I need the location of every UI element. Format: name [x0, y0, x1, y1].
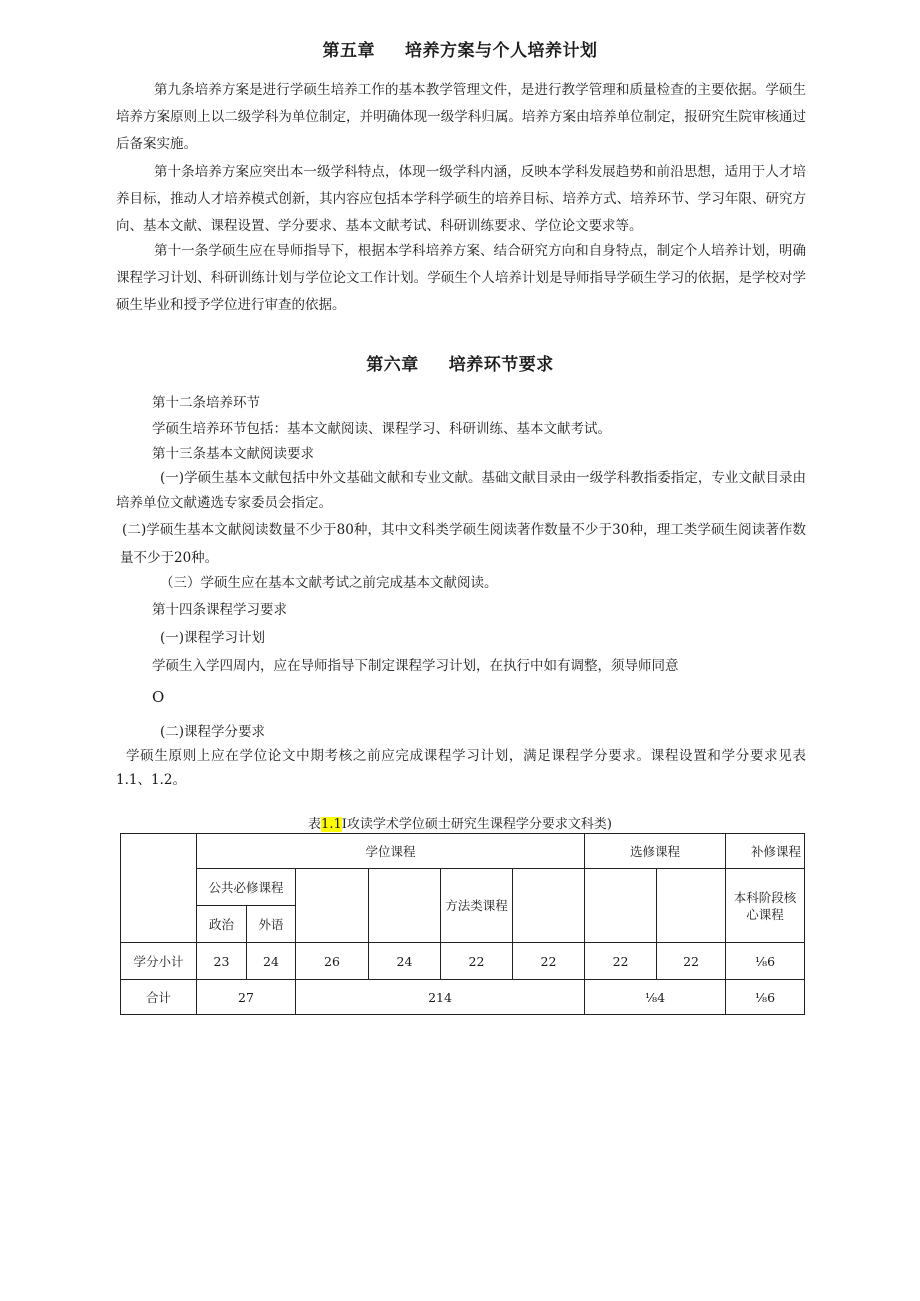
empty-elective-col-1	[585, 869, 657, 943]
article-9-paragraph: 第九条培养方案是进行学硕生培养工作的基本教学管理文件，是进行教学管理和质量检查的主要依据。学硕生培养方案原则上以二级学科为单位制定，并明确体现一级学科归属。培养方案由培养单位制定，报研究生院审核通过后备案实施。	[116, 82, 806, 152]
total-row	[121, 980, 805, 1015]
makeup-header: 补修课程	[726, 834, 805, 869]
chapter6-number: 第六章	[366, 355, 419, 375]
empty-degree-col-4	[369, 869, 441, 943]
subtotal-cell: 26	[296, 943, 369, 980]
degree-courses-header: 学位课程	[197, 834, 585, 869]
article-14-sub2-text: 学硕生原则上应在学位论文中期考核之前应完成课程学习计划，满足课程学分要求。课程设置和学分要求见表1.1、1.2。	[116, 748, 806, 788]
total-cell: ⅛4	[585, 980, 726, 1015]
article-14-sub1-text: 学硕生入学四周内，应在导师指导下制定课程学习计划，在执行中如有调整，须导师同意	[152, 658, 679, 674]
article-11-paragraph: 第十一条学硕生应在导师指导下，根据本学科培养方案、结合研究方向和自身特点，制定个人培养计划，明确课程学习计划、科研训练计划与学位论文工作计划。学硕生个人培养计划是导师指导学硕生学习的依据，是学校对学硕生毕业和授予学位进行审查的依据。	[116, 243, 806, 313]
empty-degree-col-6	[513, 869, 585, 943]
caption-rest: I攻读学术学位硕士研究生课程学分要求文科类)	[341, 817, 612, 832]
total-cell: 27	[197, 980, 296, 1015]
politics-header: 政治	[197, 906, 247, 943]
chapter5-number: 第五章	[322, 41, 375, 61]
article-12-title: 第十二条培养环节	[152, 395, 260, 411]
undergrad-core-header: 本科阶段核心课程	[726, 869, 805, 943]
article-13-title: 第十三条基本文献阅读要求	[152, 446, 314, 462]
subtotal-label: 学分小计	[121, 943, 197, 980]
methods-header: 方法类课程	[441, 869, 513, 943]
subtotal-cell: 23	[197, 943, 247, 980]
subtotal-cell: 22	[441, 943, 513, 980]
chapter6-title: 培养环节要求	[448, 355, 554, 375]
credit-requirements-table	[120, 833, 805, 1015]
article-14-title: 第十四条课程学习要求	[152, 602, 287, 618]
table-header-row-2	[121, 869, 805, 906]
chapter6-heading	[0, 350, 920, 375]
empty-degree-col-3	[296, 869, 369, 943]
table-header-row-1	[121, 834, 805, 869]
electives-header: 选修课程	[585, 834, 726, 869]
total-label: 合计	[121, 980, 197, 1015]
article-13-item-3: （三）学硕生应在基本文献考试之前完成基本文献阅读。	[160, 575, 498, 591]
chapter5-heading	[0, 36, 920, 61]
public-required-header: 公共必修课程	[197, 869, 296, 906]
article-10-paragraph: 第十条培养方案应突出本一级学科特点，体现一级学科内涵，反映本学科发展趋势和前沿思想，适用于人才培养目标，推动人才培养模式创新，其内容应包括本学科学硕生的培养目标、培养方式、培养环节、学习年限、研究方向、基本文献、课程设置、学分要求、基本文献考试、科研训练要求、学位论文要求等。	[116, 164, 806, 234]
article-13-item-2: (二)学硕生基本文献阅读数量不少于80种，其中文科类学硕生阅读著作数量不少于30种，理工类学硕生阅读著作数量不少于20种。	[120, 522, 806, 566]
subtotal-cell: 24	[369, 943, 441, 980]
subtotal-cell: 24	[247, 943, 296, 980]
subtotal-cell: 22	[657, 943, 726, 980]
article-12-text: 学硕生培养环节包括：基本文献阅读、课程学习、科研训练、基本文献考试。	[152, 421, 611, 437]
subtotal-cell: ⅛6	[726, 943, 805, 980]
total-cell: ⅛6	[726, 980, 805, 1015]
subtotal-row	[121, 943, 805, 980]
chapter5-title: 培养方案与个人培养计划	[405, 41, 598, 61]
table-caption	[0, 813, 920, 832]
article-13-item-1: (一)学硕生基本文献包括中外文基础文献和专业文献。基础文献目录由一级学科教指委指定，专业文献目录由培养单位文献遴选专家委员会指定。	[116, 470, 806, 511]
corner-cell	[121, 834, 197, 943]
subtotal-cell: 22	[513, 943, 585, 980]
empty-elective-col-2	[657, 869, 726, 943]
subtotal-cell: 22	[585, 943, 657, 980]
foreign-language-header: 外语	[247, 906, 296, 943]
caption-prefix: 表	[308, 817, 322, 832]
article-14-sub2-title: (二)课程学分要求	[160, 724, 266, 740]
total-cell: 214	[296, 980, 585, 1015]
article-14-sub1-title: (一)课程学习计划	[160, 630, 266, 646]
caption-highlight: 1.1	[321, 817, 342, 832]
stray-letter: O	[152, 688, 165, 706]
